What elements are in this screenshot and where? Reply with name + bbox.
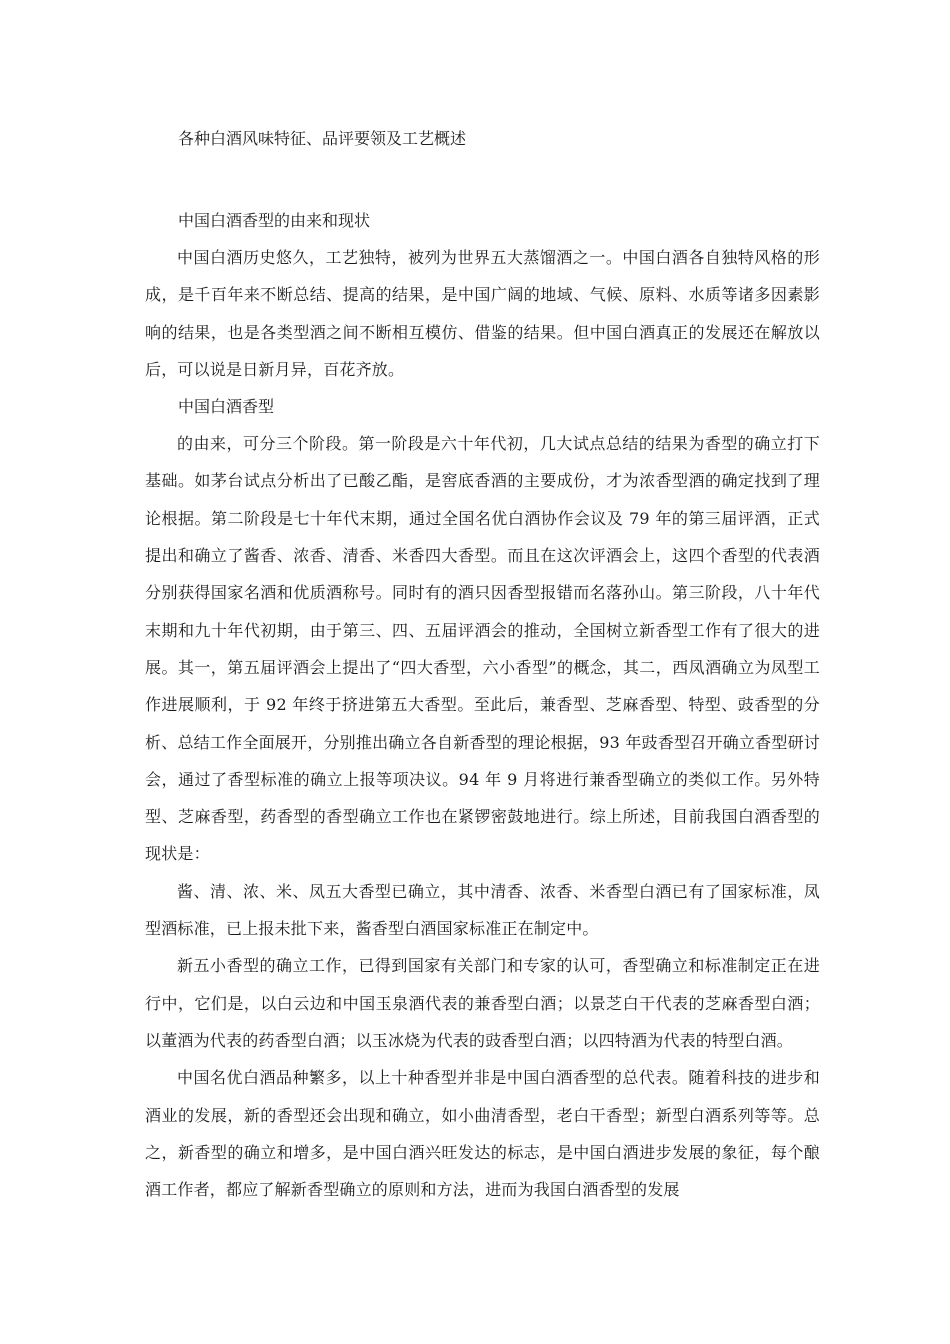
paragraph-five-major-types: 酱、清、浓、米、凤五大香型已确立，其中清香、浓香、米香型白酒已有了国家标准，凤型酒标准，已上报未批下来，酱香型白酒国家标准正在制定中。	[145, 881, 820, 939]
paragraph-five-minor-types: 新五小香型的确立工作，已得到国家有关部门和专家的认可，香型确立和标准制定正在进行中，它们是，以白云边和中国玉泉酒代表的兼香型白酒；以景芝白干代表的芝麻香型白酒；以董酒为代表的药香型白酒；以玉冰烧为代表的豉香型白酒；以四特酒为代表的特型白酒。	[145, 956, 820, 1050]
paragraph-future: 中国名优白酒品种繁多，以上十种香型并非是中国白酒香型的总代表。随着科技的进步和酒业的发展，新的香型还会出现和确立，如小曲清香型，老白干香型；新型白酒系列等等。总之，新香型的确立和增多，是中国白酒兴旺发达的标志，是中国白酒进步发展的象征，每个酿酒工作者，都应了解新香型确立的原则和方法，进而为我国白酒香型的发展	[145, 1068, 820, 1200]
paragraph-stages: 的由来，可分三个阶段。第一阶段是六十年代初，几大试点总结的结果为香型的确立打下基础。如茅台试点分析出了已酸乙酯，是窖底香酒的主要成份，才为浓香型酒的确定找到了理论根据。第二阶段是七十年代末期，通过全国名优白酒协作会议及 79 年的第三届评酒，正式提出和确立了酱香、浓香、清香、米香四大香型。而且在这次评酒会上，这四个香型的代表酒分别获得国家名酒和优质酒称号。同时有的酒只因香型报错而名落孙山。第三阶段，八十年代末期和九十年代初期，由于第三、四、五届评酒会的推动，全国树立新香型工作有了很大的进展。其一，第五届评酒会上提出了“四大香型，六小香型”的概念，其二，西凤酒确立为凤型工作进展顺利，于 92 年终于挤进第五大香型。至此后，兼香型、芝麻香型、特型、豉香型的分析、总结工作全面展开，分别推出确立各自新香型的理论根据，93 年豉香型召开确立香型研讨会，通过了香型标准的确立上报等项决议。94 年 9 月将进行兼香型确立的类似工作。另外特型、芝麻香型，药香型的香型确立工作也在紧锣密鼓地进行。综上所述，目前我国白酒香型的现状是：	[145, 434, 820, 864]
document-title: 各种白酒风味特征、品评要领及工艺概述	[178, 129, 467, 148]
paragraph-intro: 中国白酒历史悠久，工艺独特，被列为世界五大蒸馏酒之一。中国白酒各自独特风格的形成，是千百年来不断总结、提高的结果，是中国广阔的地域、气候、原料、水质等诸多因素影响的结果，也是各类型酒之间不断相互模仿、借鉴的结果。但中国白酒真正的发展还在解放以后，可以说是日新月异，百花齐放。	[145, 248, 820, 379]
section-heading-types: 中国白酒香型	[178, 397, 275, 417]
section-heading-origin: 中国白酒香型的由来和现状	[178, 211, 371, 230]
